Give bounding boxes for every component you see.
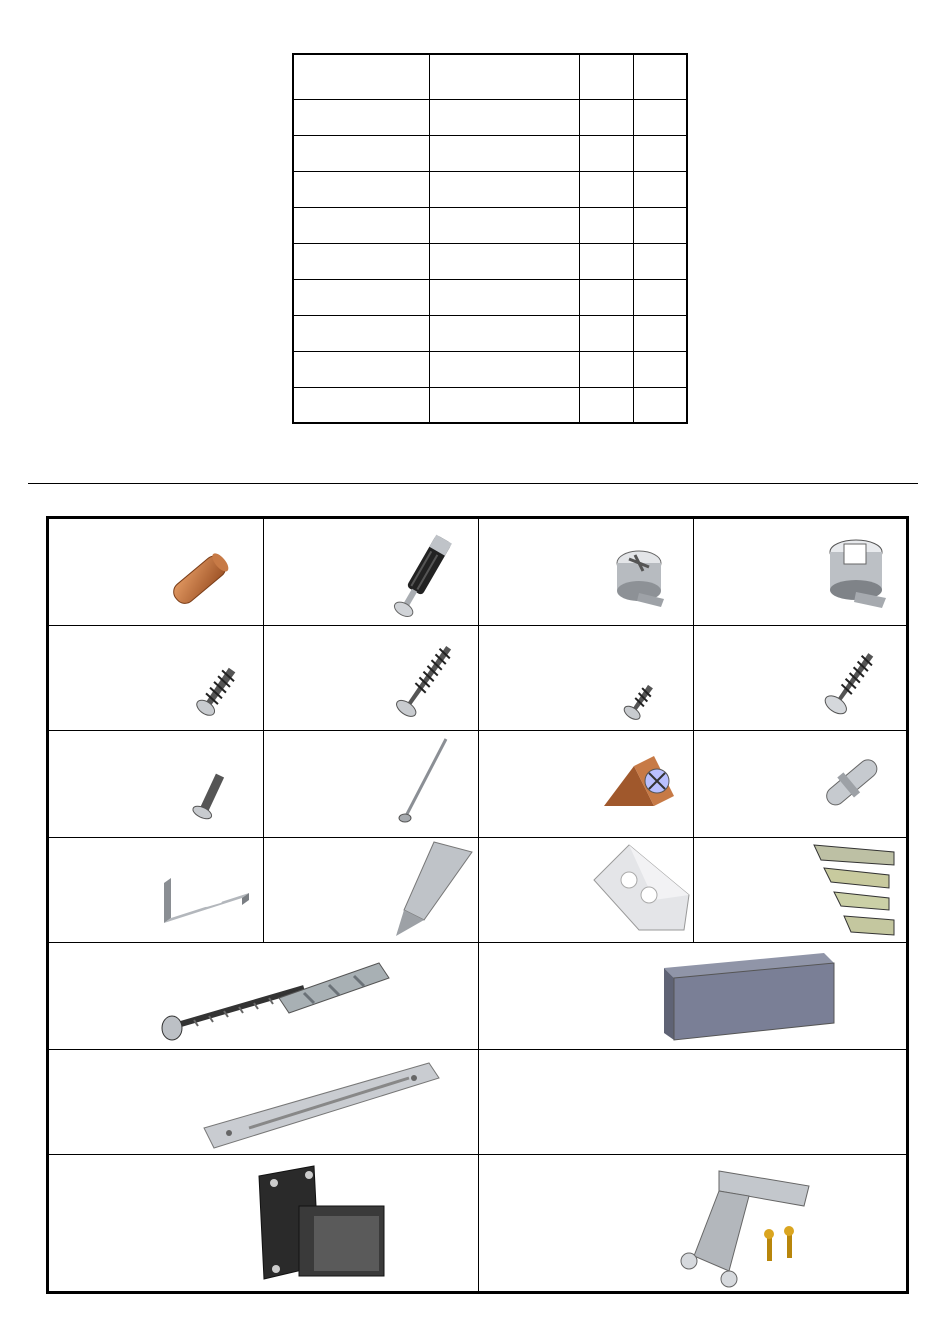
table-row: [293, 351, 687, 387]
cam-bolt-icon: [384, 529, 464, 624]
hardware-cell-dowel: [49, 519, 264, 626]
table-cell: [429, 99, 579, 135]
hardware-cell-small-cam: [479, 519, 694, 626]
hardware-cell-bracket: [49, 838, 264, 943]
table-cell: [429, 315, 579, 351]
table-cell: [293, 279, 429, 315]
table-cell: [293, 207, 429, 243]
table-cell: [633, 207, 687, 243]
table-cell: [579, 171, 633, 207]
square-tube-icon: [659, 948, 839, 1048]
table-row: [293, 171, 687, 207]
cabinet-hinge-icon: [669, 1161, 829, 1291]
hardware-cell-shelf-pin: [694, 731, 907, 838]
table-cell: [293, 135, 429, 171]
table-cell: [579, 387, 633, 423]
small-cam-lock-icon: [609, 541, 669, 611]
short-screw-icon: [194, 661, 239, 726]
large-cam-lock-icon: [824, 534, 889, 614]
table-cell: [633, 171, 687, 207]
table-row: [293, 279, 687, 315]
hardware-cell-tube-mount: [49, 1155, 479, 1294]
hardware-cell-glue: [264, 838, 479, 943]
table-cell: [633, 99, 687, 135]
hardware-cell-shims: [694, 838, 907, 943]
table-cell: [429, 279, 579, 315]
table-cell: [293, 243, 429, 279]
table-cell: [293, 387, 429, 423]
table-cell: [429, 243, 579, 279]
hardware-cell-square-tube: [479, 943, 907, 1050]
table-row: [293, 54, 687, 99]
hanging-rail-icon: [199, 1058, 439, 1153]
table-cell: [429, 207, 579, 243]
wooden-dowel-icon: [164, 549, 234, 609]
table-row: [293, 207, 687, 243]
hardware-cell-pan-screw: [694, 626, 907, 731]
l-bracket-icon: [159, 878, 254, 933]
table-cell: [579, 279, 633, 315]
table-cell: [579, 315, 633, 351]
tube-mount-plate-icon: [254, 1161, 394, 1286]
table-cell: [633, 135, 687, 171]
hardware-cell-wall-plug: [49, 943, 479, 1050]
table-cell: [633, 351, 687, 387]
table-cell: [579, 135, 633, 171]
hardware-cell-connector: [479, 838, 694, 943]
glue-tube-icon: [374, 840, 474, 940]
table-cell: [633, 243, 687, 279]
table-cell: [429, 135, 579, 171]
table-cell: [633, 279, 687, 315]
hardware-cell-short-screw: [49, 626, 264, 731]
table-cell: [429, 351, 579, 387]
wall-plug-screw-icon: [154, 948, 394, 1048]
corner-block-icon: [599, 751, 684, 821]
shims-icon: [809, 840, 904, 940]
table-cell: [579, 207, 633, 243]
table-cell: [293, 315, 429, 351]
table-row: [293, 243, 687, 279]
table-cell: [633, 54, 687, 99]
plastic-corner-connector-icon: [589, 840, 694, 935]
table-row: [293, 99, 687, 135]
table-cell: [579, 99, 633, 135]
table-cell: [293, 351, 429, 387]
table-cell: [579, 243, 633, 279]
tiny-screw-icon: [619, 681, 659, 726]
shelf-pin-icon: [814, 746, 889, 821]
table-cell: [293, 99, 429, 135]
hardware-cell-cam-bolt: [264, 519, 479, 626]
table-cell: [579, 54, 633, 99]
table-cell: [429, 387, 579, 423]
long-screw-icon: [389, 638, 459, 728]
hardware-cell-empty: [479, 1050, 907, 1155]
section-divider: [28, 483, 918, 484]
hardware-cell-corner-block: [479, 731, 694, 838]
parts-table-body: [293, 54, 687, 423]
table-cell: [579, 351, 633, 387]
table-row: [293, 135, 687, 171]
table-row: [293, 315, 687, 351]
pan-head-screw-icon: [819, 646, 879, 726]
hardware-cell-tiny-screw: [479, 626, 694, 731]
hardware-cell-large-cam: [694, 519, 907, 626]
hardware-cell-rail: [49, 1050, 479, 1155]
table-row: [293, 387, 687, 423]
table-cell: [429, 171, 579, 207]
table-cell: [293, 171, 429, 207]
table-cell: [429, 54, 579, 99]
hardware-grid: [46, 516, 909, 1294]
table-cell: [293, 54, 429, 99]
hardware-cell-long-screw: [264, 626, 479, 731]
nail-icon: [394, 736, 454, 826]
hardware-cell-bolt: [49, 731, 264, 838]
parts-list-table: [292, 53, 688, 424]
machine-bolt-icon: [189, 771, 229, 826]
table-cell: [633, 387, 687, 423]
hardware-cell-nail: [264, 731, 479, 838]
hardware-cell-hinge: [479, 1155, 907, 1294]
table-cell: [633, 315, 687, 351]
